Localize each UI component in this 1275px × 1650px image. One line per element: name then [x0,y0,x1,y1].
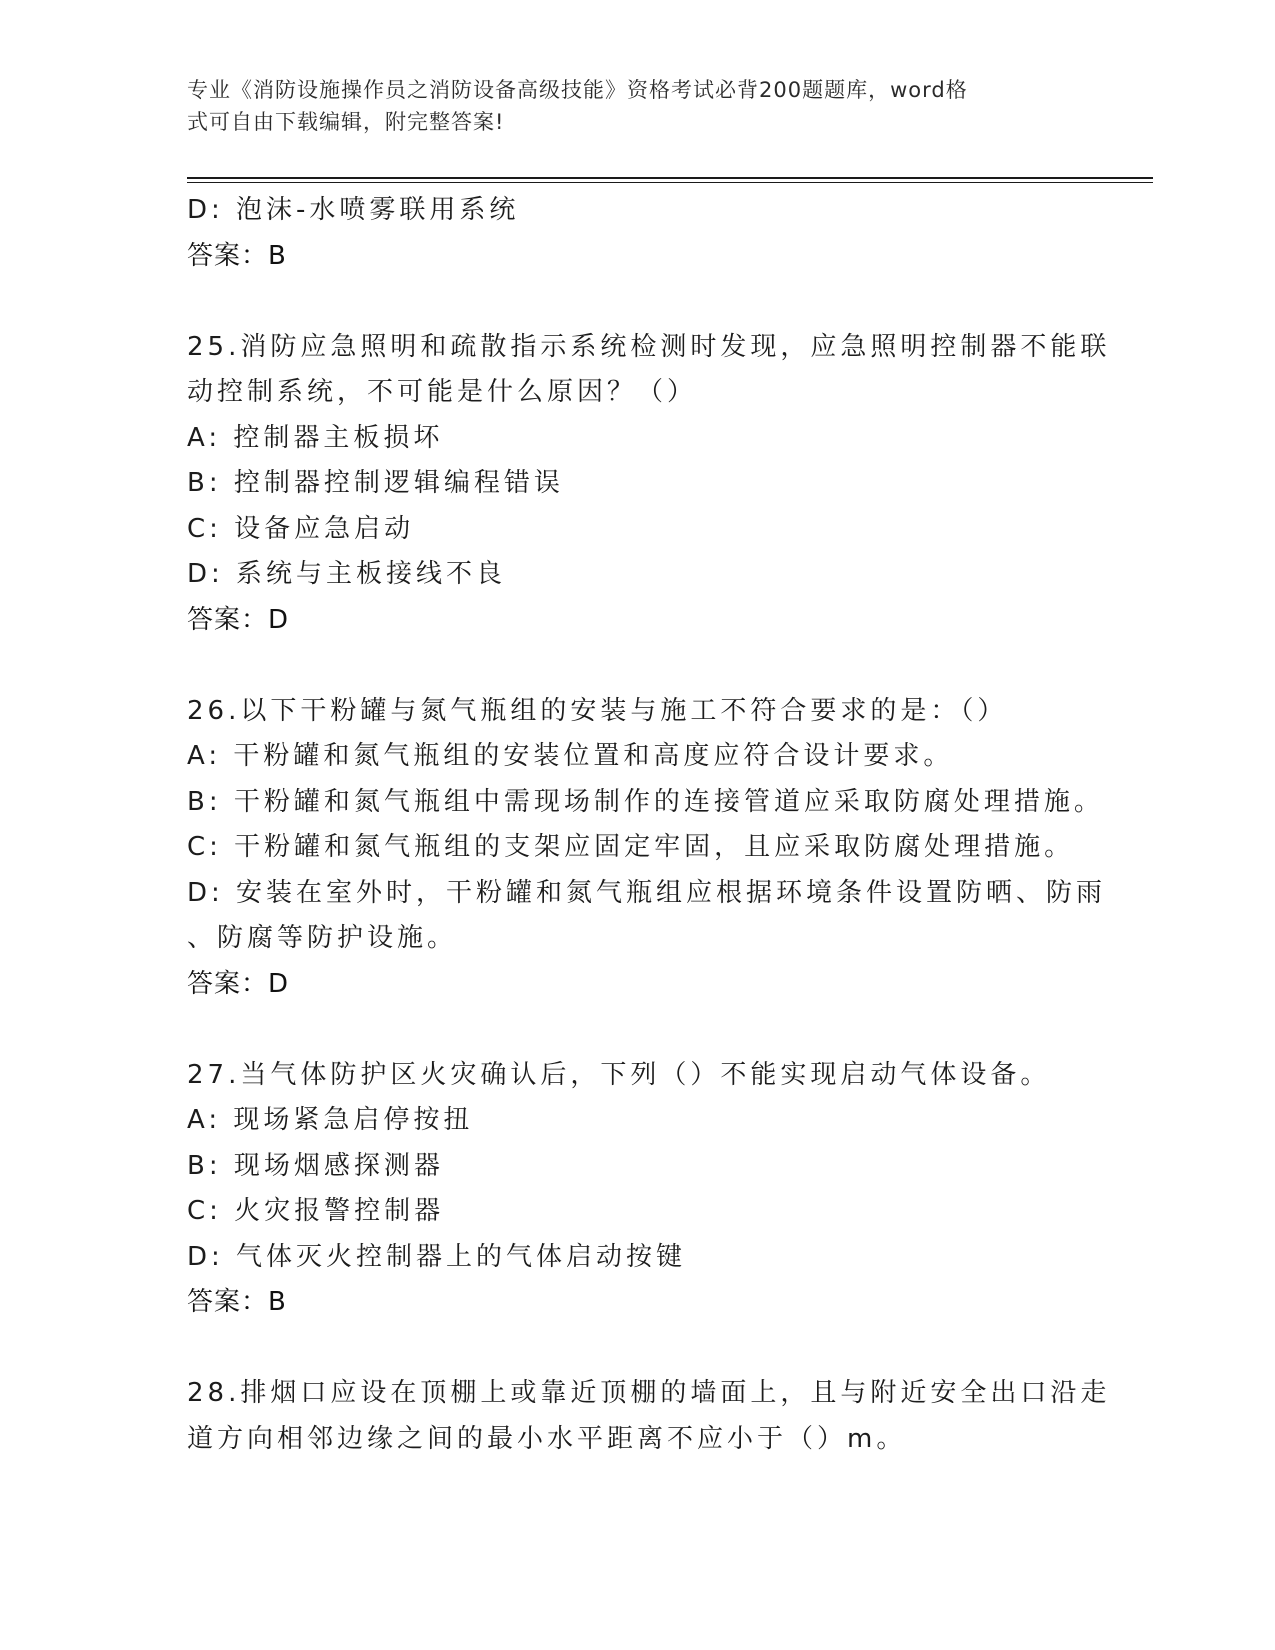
continued-question [187,188,1087,279]
answer-line: 答案：B [187,240,287,271]
question-25 [187,325,1111,644]
header-title-line-2: 式可自由下载编辑，附完整答案! [187,110,505,134]
option-d: D: 安装在室外时，干粉罐和氮气瓶组应根据环境条件设置防晒、防雨 [187,877,1107,908]
option-d: D: 气体灭火控制器上的气体启动按键 [187,1241,687,1272]
option-c: C: 干粉罐和氮气瓶组的支架应固定牢固，且应采取防腐处理措施。 [187,832,1075,862]
option-a: A: 控制器主板损坏 [187,422,444,453]
spacer [187,279,1087,325]
answer-line: 答案：D [187,968,290,999]
question-stem: 动控制系统，不可能是什么原因？（） [187,377,698,407]
answer-line: 答案：B [187,1287,287,1317]
spacer [187,643,1087,689]
question-27 [187,1053,1087,1326]
question-stem: 25.消防应急照明和疏散指示系统检测时发现，应急照明控制器不能联 [187,331,1111,362]
question-list [187,188,1111,1462]
question-stem: 道方向相邻边缘之间的最小水平距离不应小于（）m。 [187,1423,907,1454]
question-stem: 26.以下干粉罐与氮气瓶组的安装与施工不符合要求的是：（） [187,695,1008,726]
option-a: A: 干粉罐和氮气瓶组的安装位置和高度应符合设计要求。 [187,741,954,771]
answer-line: 答案：D [187,604,290,635]
header-divider-thick [187,177,1153,179]
document-header [187,74,1067,138]
option-d: D: 泡沫-水喷雾联用系统 [187,195,520,225]
option-b: B: 控制器控制逻辑编程错误 [187,468,564,498]
option-b: B: 现场烟感探测器 [187,1150,444,1181]
option-c: C: 火灾报警控制器 [187,1196,445,1226]
question-26 [187,689,1107,1008]
question-stem: 28.排烟口应设在顶棚上或靠近顶棚的墙面上，且与附近安全出口沿走 [187,1378,1111,1408]
option-a: A: 现场紧急启停按扭 [187,1105,474,1135]
spacer [187,1326,1087,1372]
header-title-line-1: 专业《消防设施操作员之消防设备高级技能》资格考试必背200题题库，word格 [187,78,968,102]
question-28 [187,1371,1111,1462]
question-stem: 27.当气体防护区火灾确认后，下列（）不能实现启动气体设备。 [187,1059,1051,1090]
option-d: D: 系统与主板接线不良 [187,559,507,589]
header-divider-thin [187,182,1153,183]
option-d-continued: 、防腐等防护设施。 [187,923,458,953]
spacer [187,1007,1087,1053]
option-b: B: 干粉罐和氮气瓶组中需现场制作的连接管道应采取防腐处理措施。 [187,786,1104,817]
option-c: C: 设备应急启动 [187,513,415,544]
